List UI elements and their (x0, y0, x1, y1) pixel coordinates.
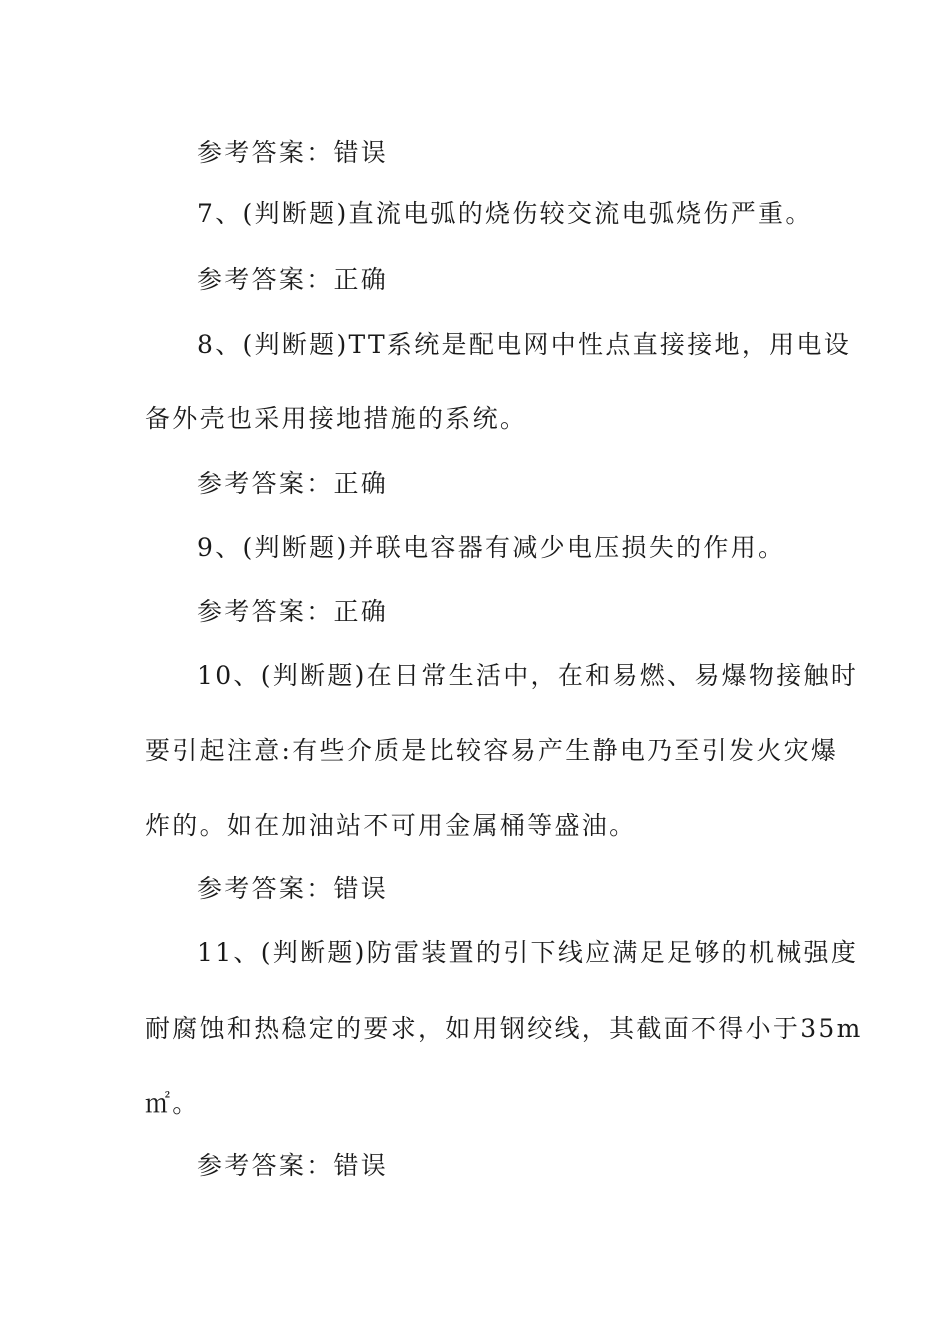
answer-line: 参考答案：错误 (197, 138, 389, 167)
question-7: 7、(判断题)直流电弧的烧伤较交流电弧烧伤严重。 (197, 199, 813, 228)
answer-line: 参考答案：错误 (197, 874, 389, 903)
question-9: 9、(判断题)并联电容器有减少电压损失的作用。 (197, 533, 786, 562)
question-11: 11、(判断题)防雷装置的引下线应满足足够的机械强度 (197, 938, 859, 967)
answer-line: 参考答案：正确 (197, 469, 389, 498)
question-11-continuation: 耐腐蚀和热稳定的要求，如用钢绞线，其截面不得小于35m (145, 1014, 863, 1043)
answer-line: 参考答案：错误 (197, 1151, 389, 1180)
question-11-continuation: ㎡。 (145, 1089, 200, 1118)
question-10-continuation: 炸的。如在加油站不可用金属桶等盛油。 (145, 811, 637, 840)
question-8-continuation: 备外壳也采用接地措施的系统。 (145, 404, 528, 433)
answer-line: 参考答案：正确 (197, 265, 389, 294)
question-8: 8、(判断题)TT系统是配电网中性点直接接地，用电设 (197, 330, 852, 359)
question-10: 10、(判断题)在日常生活中，在和易燃、易爆物接触时 (197, 661, 859, 690)
question-10-continuation: 要引起注意:有些介质是比较容易产生静电乃至引发火灾爆 (145, 736, 839, 765)
answer-line: 参考答案：正确 (197, 597, 389, 626)
